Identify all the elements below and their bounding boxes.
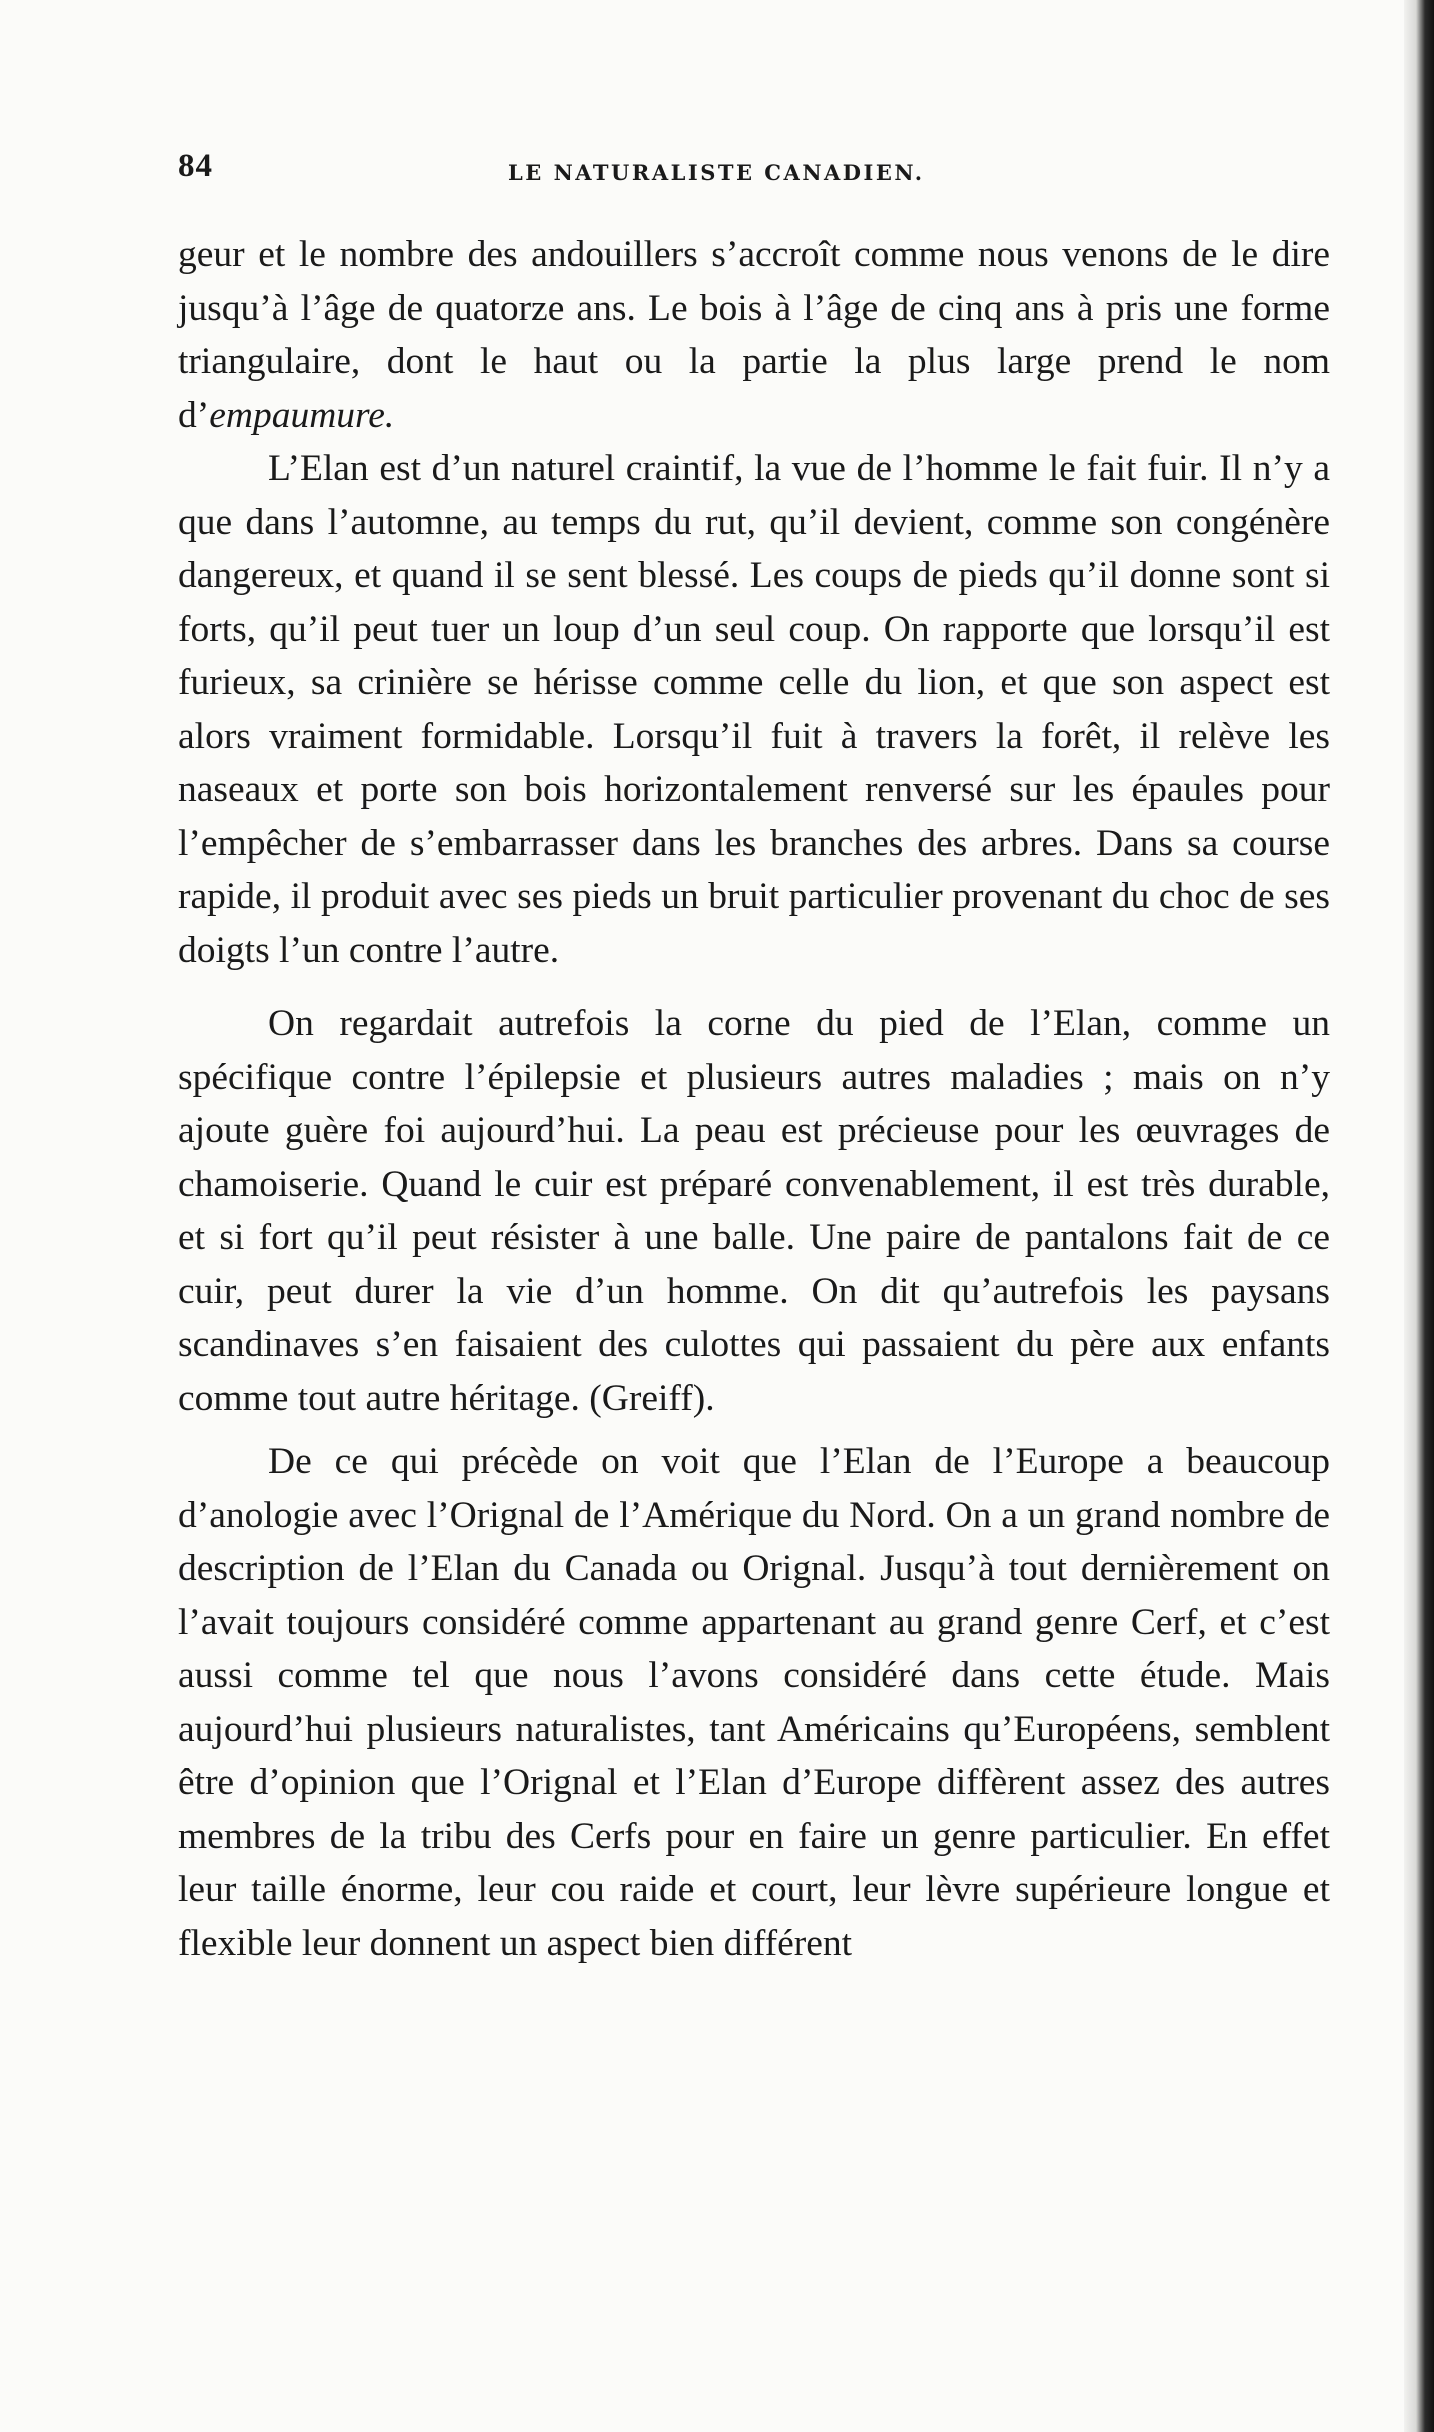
paragraph-continued	[178, 228, 1330, 442]
paragraph-text: geur et le nombre des andouillers s’accroît comme nous venons de le dire jusqu’à l’âge de quatorze ans. Le bois à l’âge de cinq ans à pris une forme triangulaire, dont le haut ou la partie la plus large prend le nom d’	[178, 234, 1330, 436]
paragraph: L’Elan est d’un naturel craintif, la vue de l’homme le fait fuir. Il n’y a que dans l’automne, au temps du rut, qu’il devient, comme son congénère dangereux, et quand il se sent blessé. Les coups de pieds qu’il donne sont si forts, qu’il peut tuer un loup d’un seul coup. On rapporte que lorsqu’il est furieux, sa crinière se hérisse comme celle du lion, et que son aspect est alors vraiment formidable. Lorsqu’il fuit à travers la forêt, il relève les naseaux et porte son bois horizontalement renversé sur les épaules pour l’empêcher de s’embarrasser dans les branches des arbres. Dans sa course rapide, il produit avec ses pieds un bruit particulier provenant du choc de ses doigts l’un contre l’autre.	[178, 448, 1330, 971]
page-header	[178, 148, 988, 198]
italic-term: empaumure.	[209, 394, 395, 436]
page-edge-shadow	[1404, 0, 1434, 2432]
paragraph: On regardait autrefois la corne du pied de l’Elan, comme un spécifique contre l’épilepsie et plusieurs autres maladies ; mais on n’y ajoute guère foi aujourd’hui. La peau est précieuse pour les œuvrages de chamoiserie. Quand le cuir est préparé convenablement, il est très durable, et si fort qu’il peut résister à une balle. Une paire de pantalons fait de ce cuir, peut durer la vie d’un homme. On dit qu’autrefois les paysans scandinaves s’en faisaient des culottes qui passaient du père aux enfants comme tout autre héritage. (Greiff).	[178, 1003, 1330, 1419]
paragraph: De ce qui précède on voit que l’Elan de l’Europe a beaucoup d’anologie avec l’Orignal de l’Amérique du Nord. On a un grand nombre de description de l’Elan du Canada ou Orignal. Jusqu’à tout dernièrement on l’avait toujours considéré comme appartenant au grand genre Cerf, et c’est aussi comme tel que nous l’avons considéré dans cette étude. Mais aujourd’hui plusieurs naturalistes, tant Américains qu’Européens, semblent être d’opinion que l’Orignal et l’Elan d’Europe diffèrent assez des autres membres de la tribu des Cerfs pour en faire un genre particulier. En effet leur taille énorme, leur cou raide et court, leur lèvre supérieure longue et flexible leur donnent un aspect bien différent	[178, 1441, 1330, 1964]
running-title: LE NATURALISTE CANADIEN.	[508, 160, 925, 185]
page-number: 84	[178, 148, 213, 184]
body-text	[178, 228, 1330, 1970]
